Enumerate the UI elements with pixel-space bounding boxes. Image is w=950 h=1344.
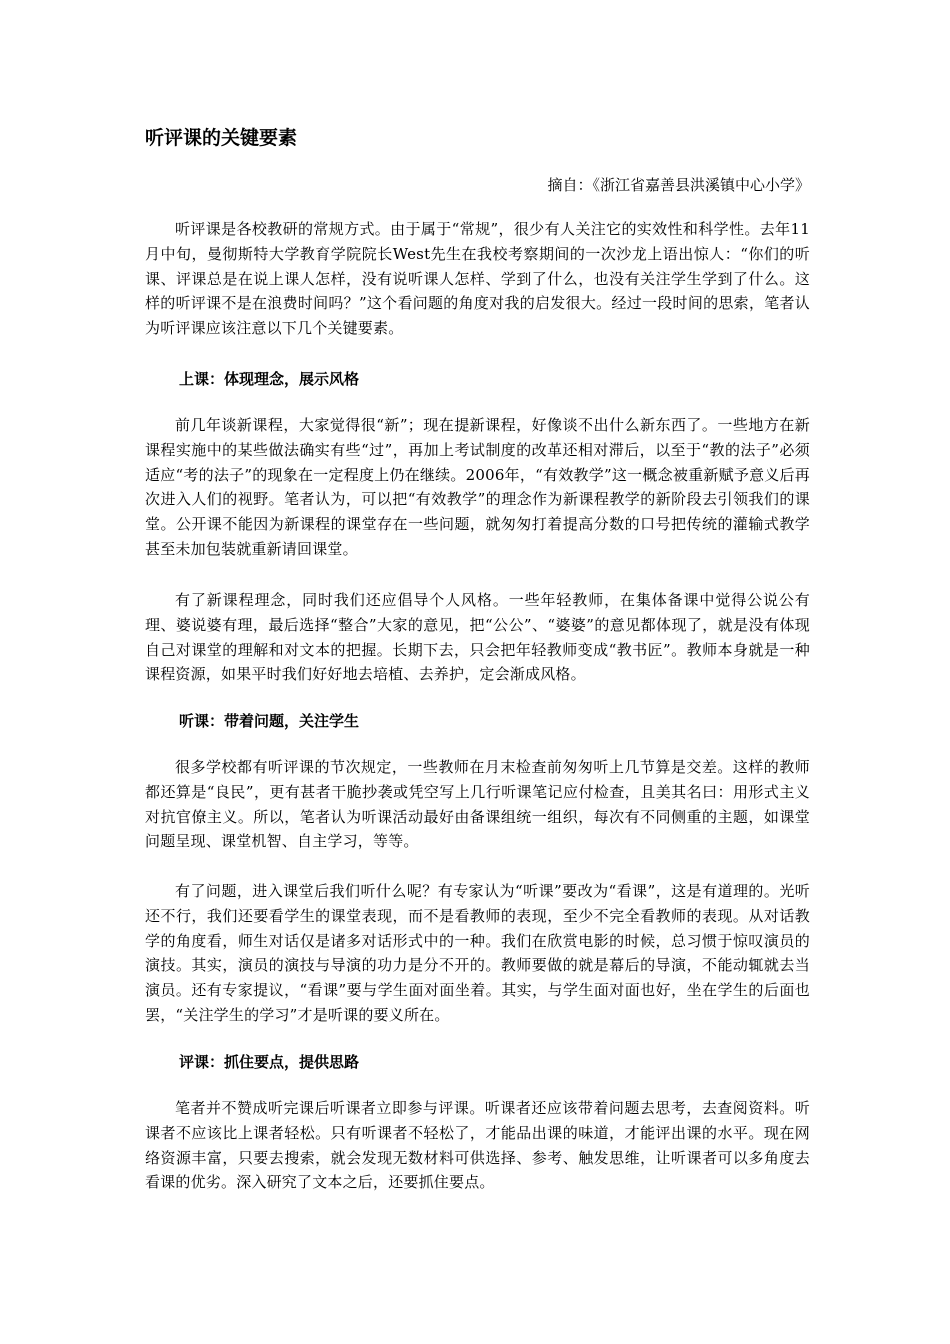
observing-paragraph-1: 很多学校都有听评课的节次规定，一些教师在月末检查前匆匆听上几节算是交差。这样的教师都还算是“良民”，更有甚者干脆抄袭或凭空写上几行听课笔记应付检查，且美其名曰：用形式主义对抗官僚主义。所以，笔者认为听课活动最好由备课组统一组织，每次有不同侧重的主题，如课堂问题呈现、课堂机智、自主学习，等等。 — [145, 758, 810, 851]
intro-paragraph: 听评课是各校教研的常规方式。由于属于“常规”，很少有人关注它的实效性和科学性。去年11月中旬，曼彻斯特大学教育学院院长West先生在我校考察期间的一次沙龙上语出惊人：“你们的听课、评课总是在说上课人怎样，没有说听课人怎样、学到了什么，也没有关注学生学到了什么。这样的听评课不是在浪费时间吗？”这个看问题的角度对我的启发很大。经过一段时间的思索，笔者认为听评课应该注意以下几个关键要素。 — [145, 220, 810, 338]
teaching-paragraph-1: 前几年谈新课程，大家觉得很“新”；现在提新课程，好像谈不出什么新东西了。一些地方在新课程实施中的某些做法确实有些“过”，再加上考试制度的改革还相对滞后，以至于“教的法子”必须适应“考的法子”的现象在一定程度上仍在继续。2006年，“有效教学”这一概念被重新赋予意义后再次进入人们的视野。笔者认为，可以把“有效教学”的理念作为新课程教学的新阶段去引领我们的课堂。公开课不能因为新课程的课堂存在一些问题，就匆匆打着提高分数的口号把传统的灌输式教学甚至未加包装就重新请回课堂。 — [145, 416, 810, 558]
document-title: 听评课的关键要素 — [145, 127, 298, 149]
observing-paragraph-2: 有了问题，进入课堂后我们听什么呢？有专家认为“听课”要改为“看课”，这是有道理的。光听还不行，我们还要看学生的课堂表现，而不是看教师的表现，至少不完全看教师的表现。从对话教学的角度看，师生对话仅是诸多对话形式中的一种。我们在欣赏电影的时候，总习惯于惊叹演员的演技。其实，演员的演技与导演的功力是分不开的。教师要做的就是幕后的导演，不能动辄就去当演员。还有专家提议，“看课”要与学生面对面坐着。其实，与学生面对面也好，坐在学生的后面也罢，“关注学生的学习”才是听课的要义所在。 — [145, 882, 810, 1024]
source-attribution: 摘自：《浙江省嘉善县洪溪镇中心小学》 — [547, 176, 810, 194]
teaching-paragraph-2: 有了新课程理念，同时我们还应倡导个人风格。一些年轻教师，在集体备课中觉得公说公有理、婆说婆有理，最后选择“整合”大家的意见，把“公公”、“婆婆”的意见都体现了，就是没有体现自己对课堂的理解和对文本的把握。长期下去，只会把年轻教师变成“教书匠”。教师本身就是一种课程资源，如果平时我们好好地去培植、去养护，定会渐成风格。 — [145, 591, 810, 684]
section-heading-evaluating: 评课：抓住要点，提供思路 — [179, 1053, 360, 1071]
evaluating-paragraph-1: 笔者并不赞成听完课后听课者立即参与评课。听课者还应该带着问题去思考，去查阅资料。听课者不应该比上课者轻松。只有听课者不轻松了，才能品出课的味道，才能评出课的水平。现在网络资源丰富，只要去搜索，就会发现无数材料可供选择、参考、触发思维，让听课者可以多角度去看课的优劣。深入研究了文本之后，还要抓住要点。 — [145, 1099, 810, 1192]
section-heading-observing: 听课：带着问题，关注学生 — [179, 712, 360, 730]
section-heading-teaching: 上课：体现理念，展示风格 — [179, 370, 360, 388]
